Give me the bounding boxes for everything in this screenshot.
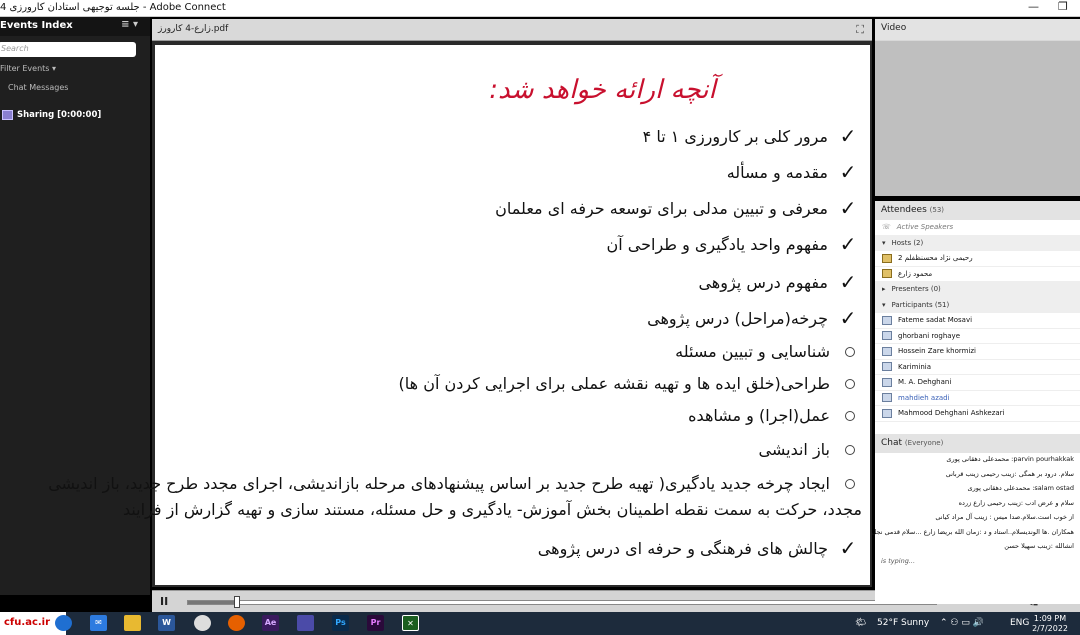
host-icon (882, 269, 892, 278)
slide-bullet-text: مفهوم درس پژوهی (698, 272, 828, 292)
window-titlebar (0, 0, 1080, 17)
filter-events-dropdown[interactable] (0, 64, 56, 73)
slide-bullet-text: معرفی و تبیین مدلی برای توسعه حرفه ای معلمان (495, 198, 828, 218)
attendees-header (875, 201, 1080, 220)
slide-bullet (647, 306, 860, 330)
slide-bullet (759, 440, 863, 459)
chat-title: Chat (881, 438, 903, 448)
host-name: محمود زارع (898, 269, 933, 278)
slide-bullet (48, 474, 862, 493)
circle-icon (845, 411, 855, 421)
participant-row[interactable] (875, 360, 1080, 376)
slide-bullet (727, 160, 860, 184)
check-icon: ✓ (839, 160, 857, 184)
chat-message: همکاران .ها الوندیسلام..استاد و د :زمان الله بریضا زارع ...سلام قدمی نجل (871, 527, 1074, 536)
restore-button[interactable]: ❐ (1058, 0, 1068, 13)
active-speakers-label: Active Speakers (896, 223, 954, 232)
after-effects-icon[interactable]: Ae (262, 615, 279, 631)
participants-group-label: Participants (51) (891, 300, 950, 309)
sharing-icon (2, 110, 13, 120)
document-filename: زارع-4 کارورز.pdf (158, 24, 229, 34)
participant-row[interactable] (875, 329, 1080, 345)
chat-header (875, 434, 1080, 453)
photoshop-icon[interactable]: Ps (332, 615, 349, 631)
circle-icon (845, 379, 855, 389)
circle-icon (845, 347, 855, 357)
participant-row[interactable] (875, 406, 1080, 422)
hosts-group-label: Hosts (2) (891, 238, 924, 247)
slide-bullet-text: مجدد، حرکت به سمت نقطه اطمینان بخش آموزش- یادگیری و حل مسئله، مستند سازی و تهیه گزارش از فرایند (122, 500, 862, 519)
chevron-down-icon: ▾ (52, 64, 57, 73)
sharing-label: Sharing [0:00:00] (17, 110, 102, 120)
host-row[interactable] (875, 267, 1080, 283)
participant-name: Hossein Zare khormizi (898, 347, 977, 356)
premiere-icon[interactable]: Pr (367, 615, 384, 631)
circle-icon (845, 445, 855, 455)
active-speakers (875, 220, 1080, 236)
slide-bullet-text: چرخه(مراحل) درس پژوهی (647, 308, 828, 328)
participant-icon (882, 378, 892, 387)
participant-row[interactable] (875, 313, 1080, 329)
search-input[interactable]: Search (0, 42, 136, 57)
chat-message: parvin pourhakkak: محمدعلی دهقانی پوری (946, 455, 1074, 463)
chevron-down-icon: ▾ (882, 300, 886, 309)
attendees-title: Attendees (881, 205, 927, 215)
slide-bullet (643, 124, 860, 148)
word-icon[interactable]: W (158, 615, 175, 631)
participant-row[interactable] (875, 375, 1080, 391)
edge-icon[interactable] (55, 615, 72, 631)
events-header (0, 17, 150, 36)
video-header: Video (875, 19, 1080, 40)
host-icon (882, 254, 892, 263)
chevron-down-icon: ▾ (882, 238, 886, 247)
participant-icon (882, 331, 892, 340)
slide-bullet-text: مفهوم واحد یادگیری و طراحی آن (606, 234, 828, 254)
chat-messages-label: Chat Messages (8, 83, 69, 92)
playback-progress (188, 601, 237, 604)
host-name: رحیمی نژاد محسنظفلم 2 (898, 254, 973, 263)
slide-bullet (123, 500, 870, 519)
attendees-pod (875, 201, 1080, 444)
slide-bullet-text: چالش های فرهنگی و حرفه ای درس پژوهی (537, 538, 828, 558)
tray-icons[interactable]: ⌃ ⚇ ▭ 🔊 (940, 618, 984, 628)
playback-handle[interactable] (234, 596, 240, 608)
app-icon[interactable] (297, 615, 314, 631)
pause-button[interactable]: II (160, 595, 169, 608)
participant-icon (882, 409, 892, 418)
presenters-group-label: Presenters (0) (891, 285, 941, 294)
document-header (152, 19, 872, 41)
participant-icon (882, 393, 892, 402)
attendees-count: (53) (929, 206, 945, 214)
filter-label: Filter Events (0, 64, 50, 73)
site-logo: cfu.ac.ir (0, 612, 66, 635)
check-icon: ✓ (839, 270, 857, 294)
chevron-right-icon: ▸ (882, 285, 886, 294)
video-pod (875, 19, 1080, 196)
video-area (875, 41, 1080, 196)
chat-message: از خوب است.سلام.صدا میس : زینب آل مراد کیانی (935, 513, 1074, 521)
clock-time: 1:09 PM (1033, 614, 1067, 623)
slide-bullet (399, 374, 862, 393)
circle-icon (845, 479, 855, 489)
slide-bullet-text: مقدمه و مسأله (726, 162, 828, 182)
events-menu-icon[interactable]: ≡ ▾ (121, 19, 138, 30)
chat-message: سلام. درود بر همگی :زینب رحیمی زینب قربانی (945, 469, 1074, 478)
participant-name: Fateme sadat Mosavi (898, 316, 973, 325)
chrome-icon[interactable] (194, 615, 211, 631)
check-icon: ✓ (839, 536, 857, 560)
slide-bullet-text: طراحی(خلق ایده ها و تهیه نقشه عملی برای اجرایی کردن آن ها) (398, 374, 830, 393)
taskbar (0, 612, 1080, 635)
check-icon: ✓ (839, 124, 857, 148)
slide-bullet-text: عمل(اجرا) و مشاهده (688, 406, 830, 425)
participant-icon (882, 316, 892, 325)
fullscreen-icon[interactable]: ⛶ (856, 23, 864, 36)
minimize-button[interactable]: — (1028, 0, 1039, 13)
chat-message: انشالله :زینب سهیلا حسن (1004, 542, 1074, 550)
chat-pod (871, 434, 1080, 604)
slide-bullet (688, 406, 862, 425)
slide-bullet (675, 342, 862, 361)
participant-name: mahdieh azadi (898, 393, 950, 402)
slide-title: آنچه ارائه خواهد شد: (489, 75, 716, 105)
slide-bullet (538, 536, 860, 560)
playback-track[interactable] (187, 600, 937, 605)
window-title: جلسه توجیهی استادان کارورزی 4 - Adobe Connect (0, 2, 226, 13)
weather-text[interactable]: 52°F Sunny (877, 618, 930, 628)
hosts-group[interactable] (875, 236, 1080, 252)
chat-messages-filter[interactable] (8, 83, 68, 92)
slide-bullet (698, 270, 860, 294)
participants-group[interactable] (875, 298, 1080, 314)
participant-row[interactable] (875, 344, 1080, 360)
speaker-icon: ☏ (882, 223, 891, 232)
participant-name: ghorbani roghaye (898, 331, 961, 340)
participant-row[interactable] (875, 391, 1080, 407)
check-icon: ✓ (839, 196, 857, 220)
slide-bullet-text: باز اندیشی (758, 440, 830, 459)
participant-icon (882, 362, 892, 371)
language-indicator[interactable]: ENG (1010, 618, 1030, 628)
chat-message: سلام و عرض ادب :زینب رحیمی زارع زرده (958, 498, 1074, 507)
slide-bullet-text: شناسایی و تبیین مسئله (675, 342, 830, 361)
participant-name: Mahmood Dehghani Ashkezari (898, 409, 1005, 418)
chat-scope: (Everyone) (904, 439, 944, 447)
participant-icon (882, 347, 892, 356)
check-icon: ✓ (839, 306, 857, 330)
clock-date: 2/7/2022 (1032, 624, 1068, 633)
file-explorer-icon[interactable] (124, 615, 141, 631)
weather-icon[interactable]: 🌤 (855, 618, 867, 628)
chat-typing-indicator: is typing... (881, 556, 916, 565)
chat-message: salam ostad: محمدعلی دهقانی پوری (967, 484, 1074, 492)
firefox-icon[interactable] (228, 615, 245, 631)
slide-bullet-text: مرور کلی بر کارورزی ۱ تا ۴ (642, 126, 828, 146)
presenters-group[interactable] (875, 282, 1080, 298)
slide-bullet-text: ایجاد چرخه جدید یادگیری( تهیه طرح جدید بر اساس پیشنهادهای مرحله بازاندیشی، اجرای مجدد طرح جدید، باز اندیشی (48, 474, 830, 493)
participant-name: M. A. Dehghani (898, 378, 952, 387)
mail-icon[interactable]: ✉ (90, 615, 107, 631)
adobe-connect-icon[interactable]: ✕ (402, 615, 419, 631)
slide-bullet (495, 196, 860, 220)
slide-bullet (606, 232, 860, 256)
host-row[interactable] (875, 251, 1080, 267)
participant-name: Kariminia (898, 362, 932, 371)
sharing-event[interactable] (2, 110, 101, 120)
check-icon: ✓ (839, 232, 857, 256)
clock[interactable] (1032, 614, 1068, 634)
events-title: Events Index (0, 20, 73, 31)
